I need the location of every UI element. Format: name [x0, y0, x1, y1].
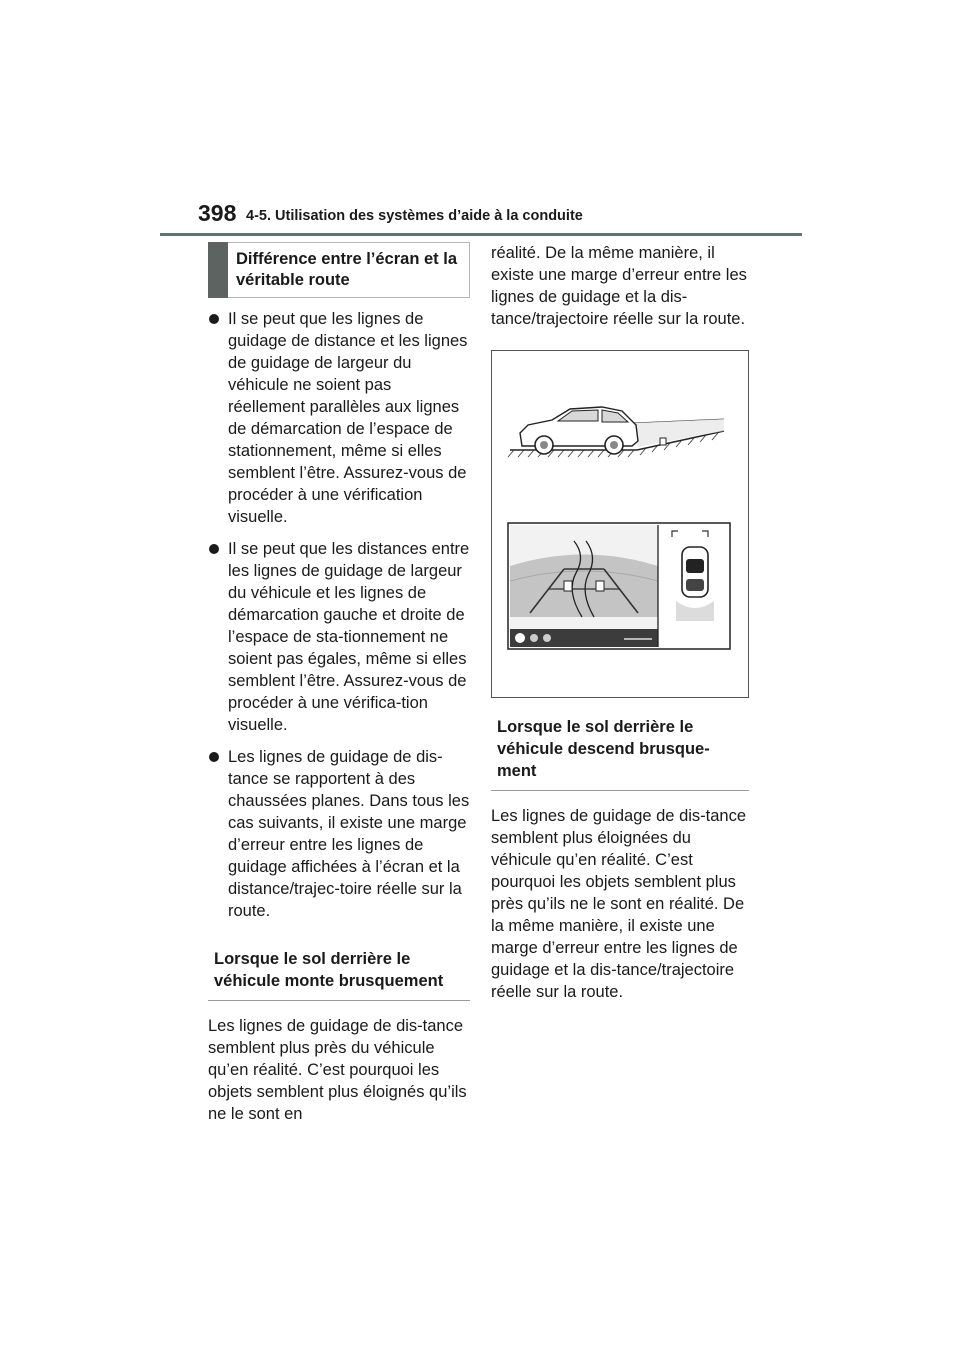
uphill-text-continued: réalité. De la même manière, il existe une marge d’erreur entre les lignes de guidage et la dis-tance/trajectoire réelle sur la route.	[491, 244, 747, 328]
chapter-title: 4-5. Utilisation des systèmes d’aide à la conduite	[246, 208, 583, 224]
section-title: Différence entre l’écran et la véritable route	[236, 250, 458, 289]
bullet-list	[208, 308, 470, 922]
header-rule	[160, 233, 802, 236]
bullet-dot-icon	[209, 752, 219, 762]
bullet-item	[208, 746, 470, 922]
downhill-illustration-svg	[492, 351, 748, 697]
downhill-heading: Lorsque le sol derrière le véhicule descend brusque-ment	[491, 716, 749, 791]
right-column	[491, 242, 749, 1003]
uphill-text: Les lignes de guidage de dis-tance semblent plus près du véhicule qu’en réalité. C’est pourquoi les objets semblent plus éloignés qu’ils ne le sont en	[208, 1017, 467, 1123]
bullet-item	[208, 538, 470, 736]
bullet-dot-icon	[209, 314, 219, 324]
bullet-text: Les lignes de guidage de dis-tance se rapportent à des chaussées planes. Dans tous les cas suivants, il existe une marge d’erreur entre les lignes de guidage affichées à l’écran et la distance/trajec-toire réelle sur la route.	[228, 748, 470, 920]
side-view-scene	[508, 407, 724, 457]
downhill-text: Les lignes de guidage de dis-tance semblent plus éloignées du véhicule qu’en réalité. C’est pourquoi les objets semblent plus près qu’ils ne le sont en réalité. De la même manière, il existe une marge d’erreur entre les lignes de guidage et la dis-tance/trajectoire réelle sur la route.	[491, 807, 747, 1001]
bullet-text: Il se peut que les lignes de guidage de distance et les lignes de guidage de largeur du véhicule ne soient pas réellement parallèles aux lignes de démarcation de l’espace de stationnement, même si elles semblent l’être. Assurez-vous de procéder à une vérification visuelle.	[228, 310, 468, 526]
section-title-box	[208, 242, 470, 298]
bullet-dot-icon	[209, 544, 219, 554]
bullet-text: Il se peut que les distances entre les lignes de guidage de largeur du véhicule et les lignes de démarcation gauche et droite de l’espace de sta-tionnement ne soient pas égales, même si elles semblent l’être. Assurez-vous de procéder à une vérifica-tion visuelle.	[228, 540, 470, 734]
section-title-bar	[208, 242, 228, 298]
monitor-view	[508, 523, 730, 649]
left-column	[208, 242, 470, 1125]
uphill-heading: Lorsque le sol derrière le véhicule monte brusquement	[208, 948, 470, 1001]
downhill-illustration	[491, 350, 749, 698]
bullet-item	[208, 308, 470, 528]
page-number: 398	[198, 200, 237, 226]
